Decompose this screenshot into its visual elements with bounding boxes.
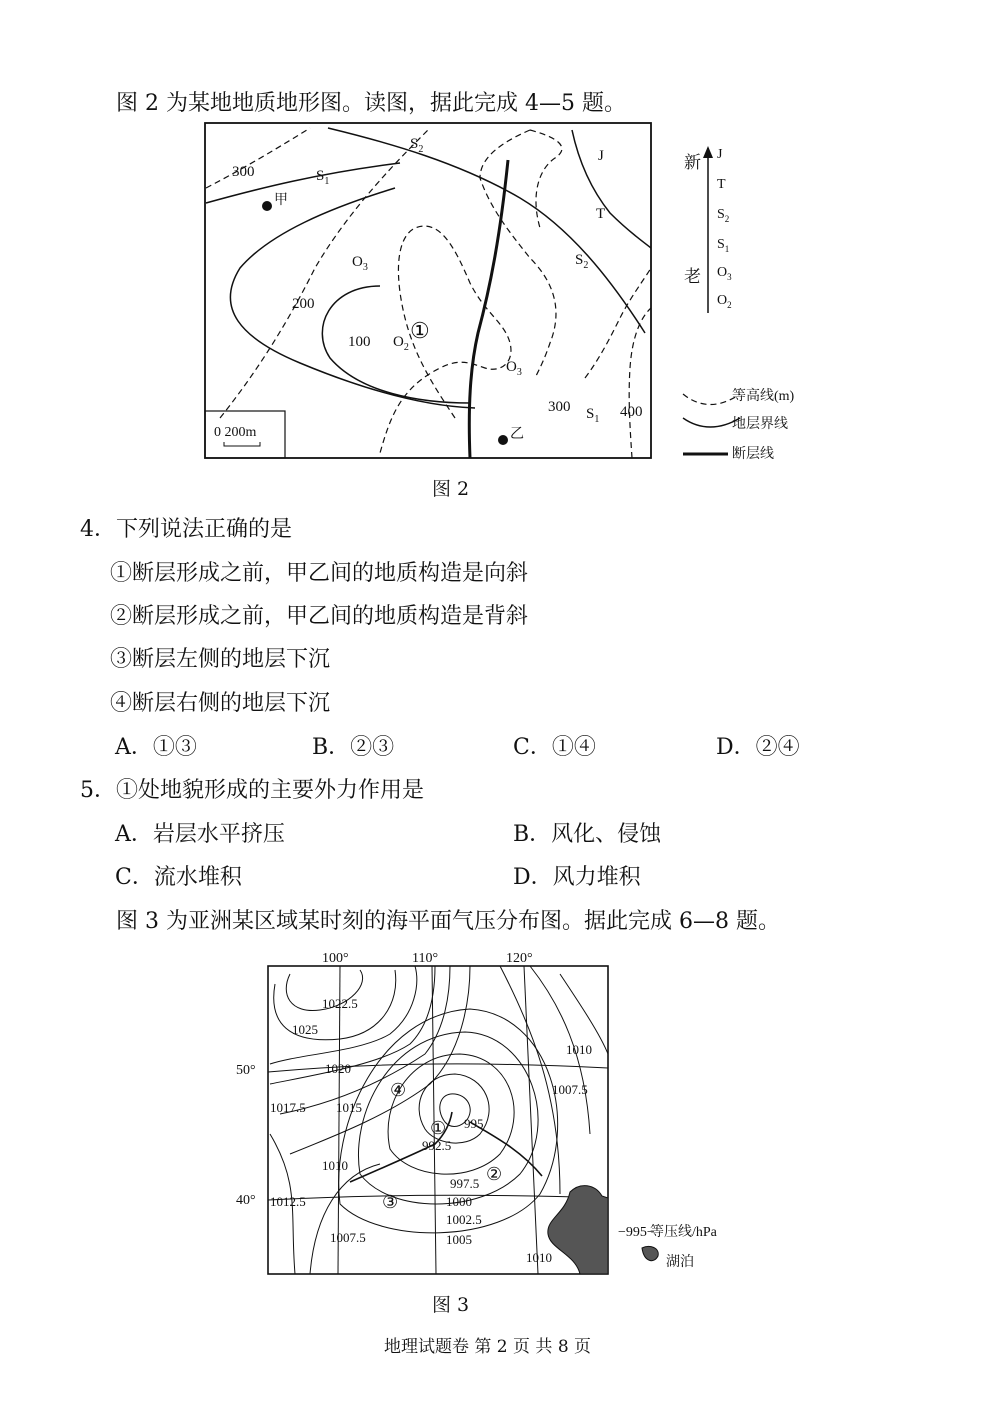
svg-text:1010: 1010 — [322, 1158, 348, 1173]
svg-text:40°: 40° — [236, 1193, 256, 1208]
svg-text:995: 995 — [464, 1116, 484, 1131]
point-yi — [498, 435, 508, 445]
svg-text:1002.5: 1002.5 — [446, 1212, 482, 1227]
svg-text:1005: 1005 — [446, 1232, 472, 1247]
svg-text:200: 200 — [292, 296, 315, 312]
q5-option-b[interactable]: B．风化、侵蚀 — [513, 822, 662, 847]
svg-text:新: 新 — [684, 153, 701, 172]
svg-text:地层界线: 地层界线 — [732, 417, 788, 432]
q4-option-b[interactable]: B．②③ — [312, 735, 395, 760]
svg-text:乙: 乙 — [510, 427, 524, 442]
svg-text:O2: $O_2$ — [717, 293, 732, 310]
svg-text:400: 400 — [620, 404, 643, 420]
bohai-lake — [548, 1186, 608, 1274]
svg-text:−995−: −995− — [618, 1225, 655, 1240]
intro-fig3: 图 3 为亚洲某区域某时刻的海平面气压分布图。据此完成 6—8 题。 — [116, 909, 780, 934]
fig3-caption: 图 3 — [432, 1294, 470, 1316]
svg-text:S1: $S_1$ — [717, 237, 730, 254]
q5-option-c[interactable]: C．流水堆积 — [115, 865, 242, 890]
svg-text:110°: 110° — [412, 951, 439, 966]
svg-text:1022.5: 1022.5 — [322, 996, 358, 1011]
q4-option-a[interactable]: A．①③ — [115, 735, 197, 760]
svg-text:1007.5: 1007.5 — [330, 1230, 366, 1245]
svg-text:O2: $O_2$ — [393, 334, 409, 353]
svg-text:断层线: 断层线 — [732, 447, 774, 462]
svg-text:1000: 1000 — [446, 1194, 472, 1209]
svg-text:J: J — [717, 147, 723, 162]
svg-text:1007.5: 1007.5 — [552, 1082, 588, 1097]
q4-item: ①断层形成之前，甲乙间的地质构造是向斜 — [110, 561, 529, 586]
svg-text:等高线(m): 等高线(m) — [732, 389, 795, 404]
svg-text:S2: $S_2$ — [717, 207, 730, 224]
fig2-caption: 图 2 — [432, 478, 470, 500]
geologic-map-figure — [200, 118, 800, 468]
svg-text:997.5: 997.5 — [450, 1176, 480, 1191]
q4-item: ③断层左侧的地层下沉 — [110, 647, 331, 672]
svg-text:T: T — [596, 206, 606, 222]
marker-1: ① — [410, 318, 430, 343]
svg-text:50°: 50° — [236, 1063, 256, 1078]
svg-text:甲: 甲 — [274, 193, 288, 208]
svg-text:J: J — [598, 148, 604, 164]
point-3: ③ — [382, 1192, 399, 1212]
q5-option-a[interactable]: A．岩层水平挤压 — [115, 822, 285, 847]
svg-text:300: 300 — [232, 164, 255, 180]
intro-fig2: 图 2 为某地地质地形图。读图，据此完成 4—5 题。 — [116, 91, 626, 116]
svg-text:老: 老 — [684, 267, 701, 286]
svg-text:1012.5: 1012.5 — [270, 1194, 306, 1209]
svg-text:992.5: 992.5 — [422, 1138, 452, 1153]
svg-text:120°: 120° — [506, 951, 533, 966]
svg-text:1017.5: 1017.5 — [270, 1100, 306, 1115]
q4-option-d[interactable]: D．②④ — [716, 735, 800, 760]
page-footer: 地理试题卷 第 2 页 共 8 页 — [384, 1337, 592, 1357]
svg-text:湖泊: 湖泊 — [666, 1255, 694, 1270]
point-1: ① — [430, 1118, 447, 1138]
svg-text:O3: $O_3$ — [506, 359, 522, 378]
svg-text:T: T — [717, 177, 726, 192]
svg-text:O3: $O_3$ — [352, 254, 368, 273]
svg-text:1010: 1010 — [566, 1042, 592, 1057]
fault-line — [469, 160, 508, 458]
svg-text:1010: 1010 — [526, 1250, 552, 1265]
svg-text:1020: 1020 — [325, 1061, 351, 1076]
q5-stem: 5．①处地貌形成的主要外力作用是 — [80, 778, 424, 803]
svg-text:S2: $S_2$ — [410, 136, 424, 155]
contour-lines — [206, 128, 651, 458]
strata-age-legend — [684, 146, 732, 313]
svg-text:300: 300 — [548, 399, 571, 415]
q4-item: ②断层形成之前，甲乙间的地质构造是背斜 — [110, 604, 529, 629]
q4-option-c[interactable]: C．①④ — [513, 735, 596, 760]
scale-label: 0 200m — [214, 425, 257, 440]
svg-text:S1: $S_1$ — [586, 406, 600, 425]
svg-text:等压线/hPa: 等压线/hPa — [650, 1225, 717, 1240]
point-2: ② — [486, 1164, 503, 1184]
svg-text:100°: 100° — [322, 951, 349, 966]
pressure-map-figure — [230, 944, 790, 1284]
map-legend — [683, 387, 795, 462]
svg-text:O3: $O_3$ — [717, 265, 732, 282]
q4-stem: 4．下列说法正确的是 — [80, 517, 292, 542]
svg-text:S1: $S_1$ — [316, 168, 330, 187]
svg-text:1025: 1025 — [292, 1022, 318, 1037]
svg-text:1015: 1015 — [336, 1100, 362, 1115]
svg-text:S2: $S_2$ — [575, 252, 589, 271]
q5-option-d[interactable]: D．风力堆积 — [513, 865, 641, 890]
point-jia — [262, 201, 272, 211]
svg-text:100: 100 — [348, 334, 371, 350]
q4-item: ④断层右侧的地层下沉 — [110, 691, 331, 716]
point-4: ④ — [390, 1080, 407, 1100]
